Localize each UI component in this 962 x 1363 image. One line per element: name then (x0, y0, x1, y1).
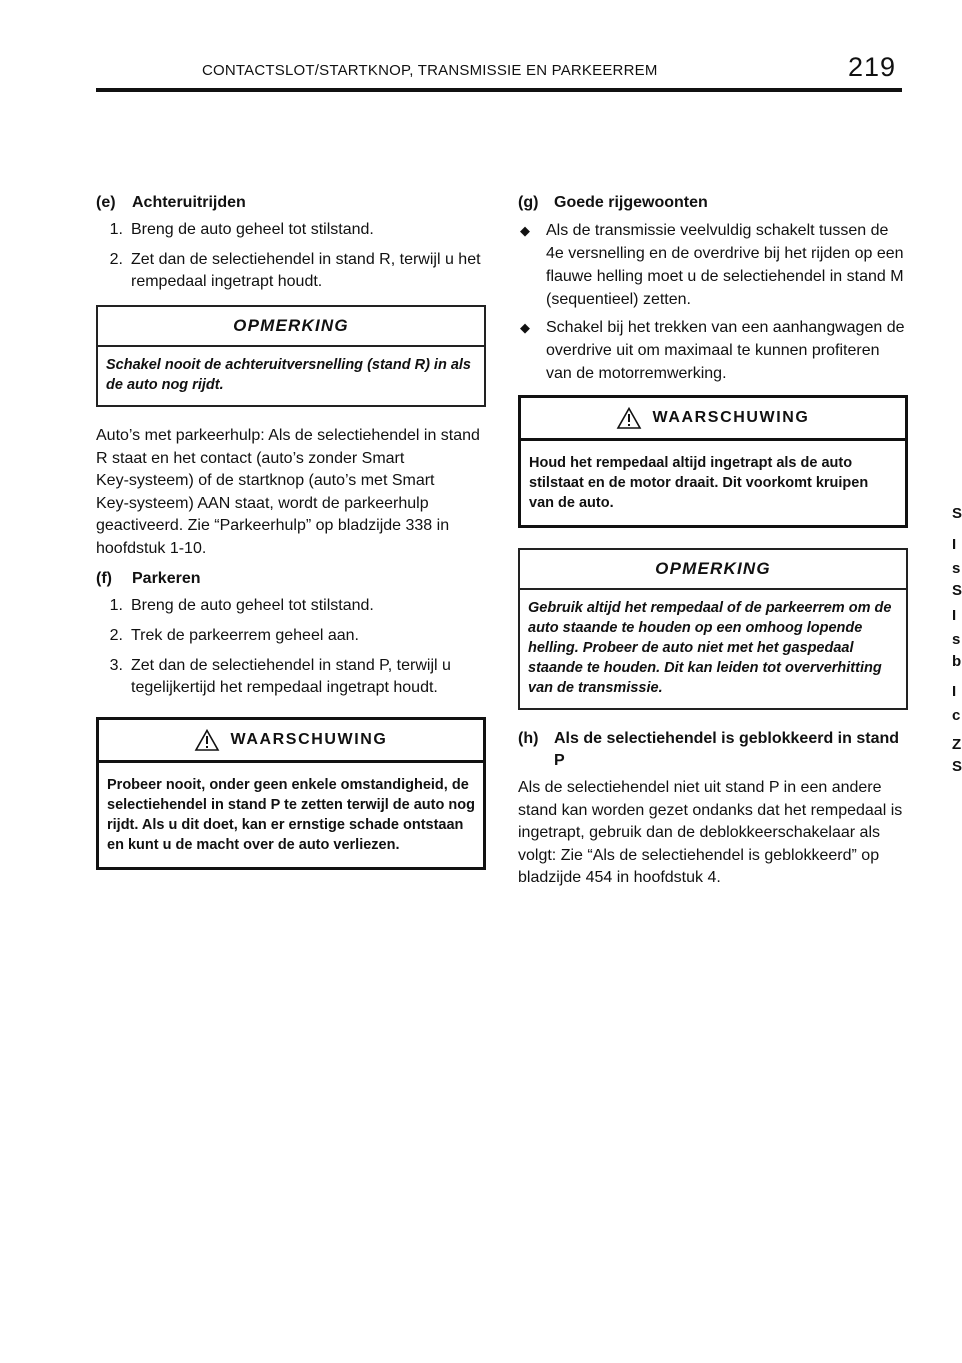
warning-box (96, 717, 486, 870)
chapter-title: CONTACTSLOT/STARTKNOP, TRANSMISSIE EN PARKEERREM (202, 62, 658, 79)
page-header (96, 52, 902, 92)
left-column (96, 192, 486, 870)
step-item: 1. Breng de auto geheel tot stilstand. (109, 221, 374, 238)
warning-heading: WAARSCHUWING (230, 731, 388, 748)
section-heading-parking: (f) Parkeren (96, 570, 201, 587)
edge-letter: I (952, 607, 957, 624)
section-heading-reversing: (e) Achteruitrijden (96, 194, 246, 211)
edge-letter: S (952, 758, 962, 775)
note-heading: OPMERKING (98, 307, 484, 347)
step-item: 1. Breng de auto geheel tot stilstand. (109, 597, 374, 614)
edge-letter: Z (952, 736, 962, 753)
warning-triangle-icon (195, 729, 219, 751)
edge-letter: s (952, 560, 961, 577)
warning-heading-row (521, 398, 905, 441)
bullet-item: ◆ Schakel bij het trekken van een aanhangwagen de overdrive uit om maximaal te kunnen profiteren van de motorremwerking. (518, 316, 908, 385)
warning-box (518, 395, 908, 528)
step-item: 2. Trek de parkeerrem geheel aan. (109, 627, 359, 644)
bullet-icon: ◆ (520, 320, 530, 335)
edge-letter: S (952, 582, 962, 599)
edge-letter: s (952, 631, 961, 648)
bullet-icon: ◆ (520, 223, 530, 238)
note-box (96, 305, 486, 407)
edge-letter: c (952, 707, 961, 724)
bullet-item: ◆ Als de transmissie veelvuldig schakelt tussen de 4e versnelling en de overdrive bij het rijden op een flauwe helling moet u de selectiehendel in stand M (sequentieel) zetten. (518, 219, 908, 311)
warning-body: Houd het rempedaal altijd ingetrapt als de auto stilstaat en de motor draait. Dit voorkomt kruipen van de auto. (529, 455, 869, 511)
warning-heading-row (99, 720, 483, 763)
section-heading-lever-blocked: (h) Als de selectiehendel is geblokkeerd in stand P (518, 730, 900, 769)
edge-letter: I (952, 683, 957, 700)
note-heading: OPMERKING (520, 550, 906, 590)
warning-heading: WAARSCHUWING (652, 409, 810, 426)
step-item: 3. Zet dan de selectiehendel in stand P, terwijl u tegelijkertijd het rempedaal ingetrapt houdt. (109, 657, 451, 696)
edge-letter: b (952, 653, 962, 670)
adjacent-page-edge (952, 0, 960, 1363)
note-body: Schakel nooit de achteruitversnelling (stand R) in als de auto nog rijdt. (106, 357, 471, 393)
warning-triangle-icon (617, 407, 641, 429)
note-box (518, 548, 908, 710)
note-body: Gebruik altijd het rempedaal of de parkeerrem om de auto staande te houden op een omhoog lopende helling. Probeer de auto niet met het gaspedaal staande te houden. Dit kan leiden tot oververhitting van de transmissie. (528, 600, 892, 696)
edge-letter: I (952, 536, 957, 553)
warning-body: Probeer nooit, onder geen enkele omstandigheid, de selectiehendel in stand P te zetten terwijl de auto nog rijdt. Als u dit doet, kan er ernstige schade ontstaan en kunt u de macht over de auto verliezen. (107, 777, 475, 853)
edge-letter: S (952, 505, 962, 522)
parking-assist-paragraph: Auto’s met parkeerhulp: Als de selectiehendel in stand R staat en het contact (auto’s zonder Smart Key‑systeem) of de startknop (auto’s met Smart Key‑systeem) AAN staat, wordt de parkeerhulp geactiveerd. Zie “Parkeerhulp” op bladzijde 338 in hoofdstuk 1‑10. (96, 427, 480, 557)
page-number: 219 (847, 52, 896, 82)
section-heading-driving-habits: (g) Goede rijgewoonten (518, 194, 708, 211)
step-item: 2. Zet dan de selectiehendel in stand R, terwijl u het rempedaal ingetrapt houdt. (109, 251, 481, 290)
lever-blocked-paragraph: Als de selectiehendel niet uit stand P in een andere stand kan worden gezet ondanks dat het rempedaal is ingetrapt, gebruik dan de deblokkeerschakelaar als volgt: Zie “Als de selectiehendel is geblokkeerd” op bladzijde 454 in hoofdstuk 4. (518, 779, 903, 886)
right-column (518, 192, 908, 898)
